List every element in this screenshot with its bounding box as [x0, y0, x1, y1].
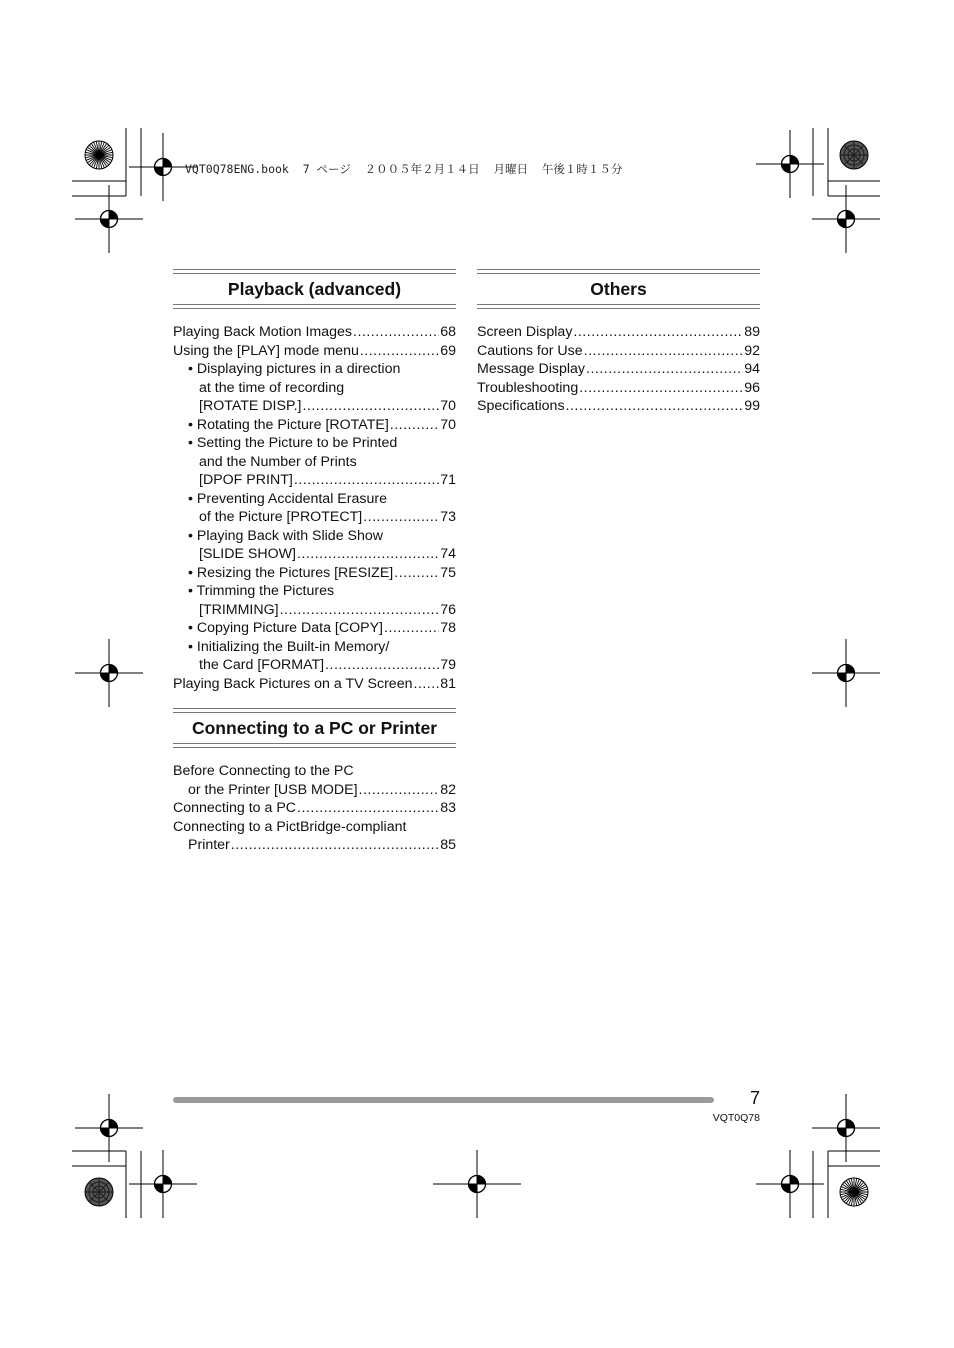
toc-entry-title: or the Printer [USB MODE] [188, 781, 358, 798]
toc-entry-title: of the Picture [PROTECT] [199, 509, 363, 525]
toc-entry-line: Connecting to a PictBridge-compliant [173, 818, 407, 835]
dot-leader [297, 545, 439, 564]
toc-entry[interactable] [173, 619, 456, 638]
toc-entry[interactable] [173, 416, 456, 435]
toc-entry[interactable] [173, 342, 456, 361]
toc-entry[interactable] [477, 360, 760, 379]
dot-leader [566, 397, 744, 416]
header-rule [173, 304, 456, 309]
toc-entry-row [173, 656, 456, 675]
section-title: Playback (advanced) [227, 279, 402, 299]
toc-entry-title: Troubleshooting [477, 379, 579, 396]
toc-entry-page: 69 [440, 342, 456, 359]
toc-entry[interactable] [477, 379, 760, 398]
toc-entry-row [477, 379, 760, 398]
dot-leader [384, 619, 439, 638]
section-header-others [477, 269, 760, 309]
toc-entry-row [173, 564, 456, 583]
toc-entry-row [173, 799, 456, 818]
toc-entry-title: Printer [188, 837, 230, 853]
toc-entry-line: • Displaying pictures in a direction [188, 361, 401, 377]
toc-entry-page: 70 [440, 398, 456, 414]
toc-entry-row [477, 397, 760, 416]
toc-entry-row [477, 342, 760, 361]
dot-leader [231, 836, 439, 855]
toc-entry-row [173, 619, 456, 638]
toc-entry-page: 76 [440, 601, 456, 618]
toc-entry-title: Cautions for Use [477, 342, 583, 359]
toc-list-playback [173, 323, 456, 693]
toc-entry[interactable] [173, 582, 456, 619]
toc-entry[interactable] [173, 675, 456, 694]
toc-entry[interactable] [173, 818, 456, 855]
toc-entry[interactable] [173, 490, 456, 527]
toc-left-column [173, 269, 456, 855]
toc-entry-line: • Playing Back with Slide Show [188, 527, 384, 544]
toc-entry-page: 83 [440, 800, 456, 816]
toc-entry-line: and the Number of Prints [199, 453, 357, 470]
toc-entry-page: 78 [440, 620, 456, 636]
dot-leader [413, 675, 439, 694]
toc-entry-row [173, 601, 456, 620]
toc-entry[interactable] [173, 638, 456, 675]
toc-entry-title: Screen Display [477, 324, 573, 340]
toc-entry[interactable] [173, 762, 456, 799]
dot-leader [297, 799, 439, 818]
toc-entry-page: 74 [440, 546, 456, 562]
toc-entry[interactable] [477, 323, 760, 342]
toc-entry-row [173, 397, 456, 416]
page-number: 7 [749, 1088, 760, 1108]
toc-entry-row [477, 360, 760, 379]
toc-entry-page: 75 [440, 564, 456, 581]
dot-leader [394, 564, 439, 583]
toc-entry-row [173, 781, 456, 800]
toc-entry-line: • Trimming the Pictures [188, 583, 335, 599]
toc-entry[interactable] [173, 360, 456, 416]
toc-entry[interactable] [173, 323, 456, 342]
dot-leader [363, 508, 439, 527]
toc-entry-title: the Card [FORMAT] [199, 657, 325, 673]
toc-right-column [477, 269, 760, 416]
toc-entry-title: • Resizing the Pictures [RESIZE] [188, 564, 394, 581]
toc-entry-row [173, 508, 456, 527]
toc-entry-line: • Initializing the Built-in Memory/ [188, 638, 390, 655]
toc-entry-line: at the time of recording [199, 379, 345, 396]
dot-leader [353, 323, 439, 342]
dot-leader [390, 416, 439, 435]
toc-entry-row [173, 342, 456, 361]
header-rule [173, 743, 456, 748]
toc-entry-page: 70 [440, 416, 456, 433]
dot-leader [579, 379, 743, 398]
toc-entry-row [173, 545, 456, 564]
toc-entry-page: 89 [744, 324, 760, 340]
toc-entry-row [173, 323, 456, 342]
model-code: VQT0Q78 [712, 1112, 760, 1124]
toc-entry-title: Playing Back Pictures on a TV Screen [173, 675, 413, 692]
dot-leader [359, 781, 440, 800]
dot-leader [280, 601, 440, 620]
toc-entry[interactable] [477, 397, 760, 416]
toc-entry-page: 79 [440, 657, 456, 673]
dot-leader [573, 323, 743, 342]
dot-leader [360, 342, 439, 361]
section-title: Connecting to a PC or Printer [191, 718, 438, 738]
toc-entry[interactable] [173, 527, 456, 564]
toc-entry-page: 94 [744, 361, 760, 377]
toc-entry-row [173, 836, 456, 855]
toc-entry[interactable] [173, 799, 456, 818]
toc-list-others [477, 323, 760, 416]
toc-list-connecting [173, 762, 456, 855]
toc-entry-title: • Copying Picture Data [COPY] [188, 620, 384, 636]
section-header-connecting [173, 708, 456, 748]
toc-entry-row [173, 675, 456, 694]
toc-entry-page: 73 [440, 509, 456, 525]
toc-entry[interactable] [173, 564, 456, 583]
toc-entry-title: [TRIMMING] [199, 601, 279, 618]
toc-entry-page: 81 [440, 675, 456, 692]
footer-bar [173, 1097, 714, 1103]
toc-entry-title: • Rotating the Picture [ROTATE] [188, 416, 389, 433]
toc-entry-title: [DPOF PRINT] [199, 472, 293, 488]
toc-entry-title: Playing Back Motion Images [173, 324, 353, 340]
toc-entry-title: [ROTATE DISP.] [199, 398, 302, 414]
toc-entry-title: Message Display [477, 361, 586, 377]
toc-entry[interactable] [477, 342, 760, 361]
toc-entry-page: 68 [440, 324, 456, 340]
toc-entry-page: 99 [744, 398, 760, 414]
toc-entry-row [173, 471, 456, 490]
section-header-playback [173, 269, 456, 309]
toc-entry-page: 71 [440, 472, 456, 488]
dot-leader [302, 397, 439, 416]
toc-entry-page: 85 [440, 837, 456, 853]
dot-leader [584, 342, 744, 361]
header-rule [477, 304, 760, 309]
toc-entry-title: [SLIDE SHOW] [199, 546, 296, 562]
toc-entry-line: Before Connecting to the PC [173, 763, 354, 779]
toc-entry-title: Connecting to a PC [173, 800, 297, 816]
toc-entry-page: 82 [440, 781, 456, 798]
print-slug: VQT0Q78ENG.book 7 ページ ２００５年２月１４日 月曜日 午後１時１５分 [185, 162, 623, 176]
toc-entry-page: 92 [744, 342, 760, 359]
toc-entry-title: Specifications [477, 398, 565, 414]
dot-leader [325, 656, 439, 675]
toc-entry-line: • Preventing Accidental Erasure [188, 490, 387, 507]
toc-entry-row [477, 323, 760, 342]
toc-entry[interactable] [173, 434, 456, 490]
section-title: Others [590, 279, 647, 299]
toc-entry-row [173, 416, 456, 435]
toc-entry-page: 96 [744, 379, 760, 396]
toc-entry-title: Using the [PLAY] mode menu [173, 342, 359, 359]
dot-leader [294, 471, 439, 490]
toc-entry-line: • Setting the Picture to be Printed [188, 435, 398, 451]
dot-leader [586, 360, 743, 379]
